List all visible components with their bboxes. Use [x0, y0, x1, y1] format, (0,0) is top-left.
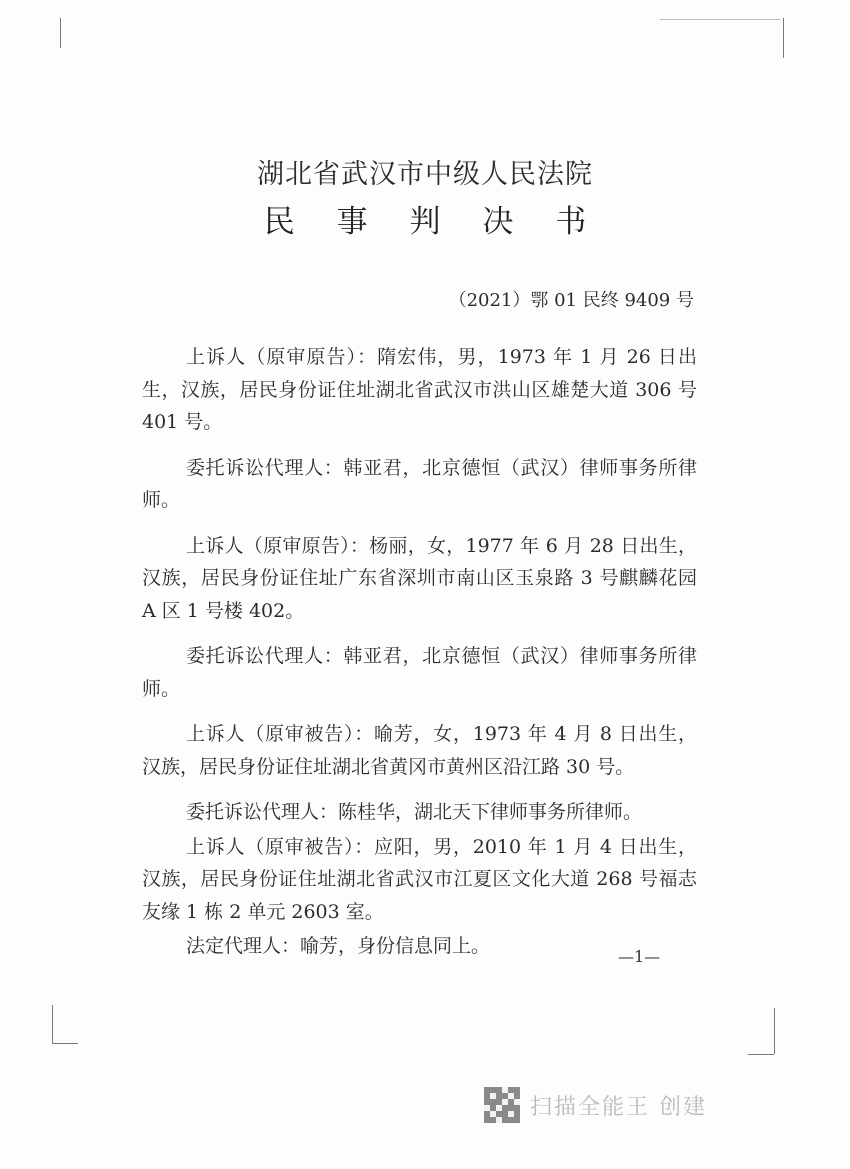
paragraph-appellant-3: 上诉人（原审被告）：喻芳，女，1973 年 4 月 8 日出生，汉族，居民身份证住址湖北省黄冈市黄州区沿江路 30 号。	[142, 723, 697, 778]
paragraph-agent-2: 委托诉讼代理人：韩亚君，北京德恒（武汉）律师事务所律师。	[142, 645, 697, 700]
qr-code-icon	[484, 1087, 520, 1123]
paragraph-agent-3: 委托诉讼代理人：陈桂华，湖北天下律师事务所律师。	[186, 801, 643, 823]
scanner-watermark	[484, 1087, 707, 1123]
scanner-brand-label: 扫描全能王 创建	[530, 1094, 707, 1120]
crop-mark-bottom-right	[774, 1008, 775, 1054]
paragraph-legal-representative: 法定代理人：喻芳，身份信息同上。	[186, 935, 491, 957]
qr-module	[514, 1117, 520, 1123]
crop-mark-top-right	[783, 18, 784, 58]
paragraph-appellant-2: 上诉人（原审原告）：杨丽，女，1977 年 6 月 28 日出生，汉族，居民身份证住址广东省深圳市南山区玉泉路 3 号麒麟花园 A 区 1 号楼 402。	[142, 534, 697, 622]
court-name: 湖北省武汉市中级人民法院	[257, 159, 593, 190]
party-listing	[142, 341, 697, 976]
paragraph-appellant-4: 上诉人（原审被告）：应阳，男，2010 年 1 月 4 日出生，汉族，居民身份证住址湖北省武汉市江夏区文化大道 268 号福志友缘 1 栋 2 单元 2603 室。	[142, 835, 697, 923]
document-title: 民 事 判 决 书	[263, 204, 603, 240]
crop-mark-bottom-left-h	[52, 1043, 78, 1044]
paragraph-appellant-1: 上诉人（原审原告）：隋宏伟，男，1973 年 1 月 26 日出生，汉族，居民身份证住址湖北省武汉市洪山区雄楚大道 306 号 401 号。	[142, 346, 697, 433]
crop-mark-top-right-h	[660, 19, 780, 20]
crop-mark-top-left	[60, 18, 61, 48]
paragraph-agent-1: 委托诉讼代理人：韩亚君，北京德恒（武汉）律师事务所律师。	[142, 456, 697, 511]
page-number: —1—	[618, 947, 661, 966]
case-number: （2021）鄂 01 民终 9409 号	[448, 290, 694, 311]
crop-mark-bottom-right-h	[748, 1054, 774, 1055]
crop-mark-bottom-left	[52, 1005, 53, 1043]
